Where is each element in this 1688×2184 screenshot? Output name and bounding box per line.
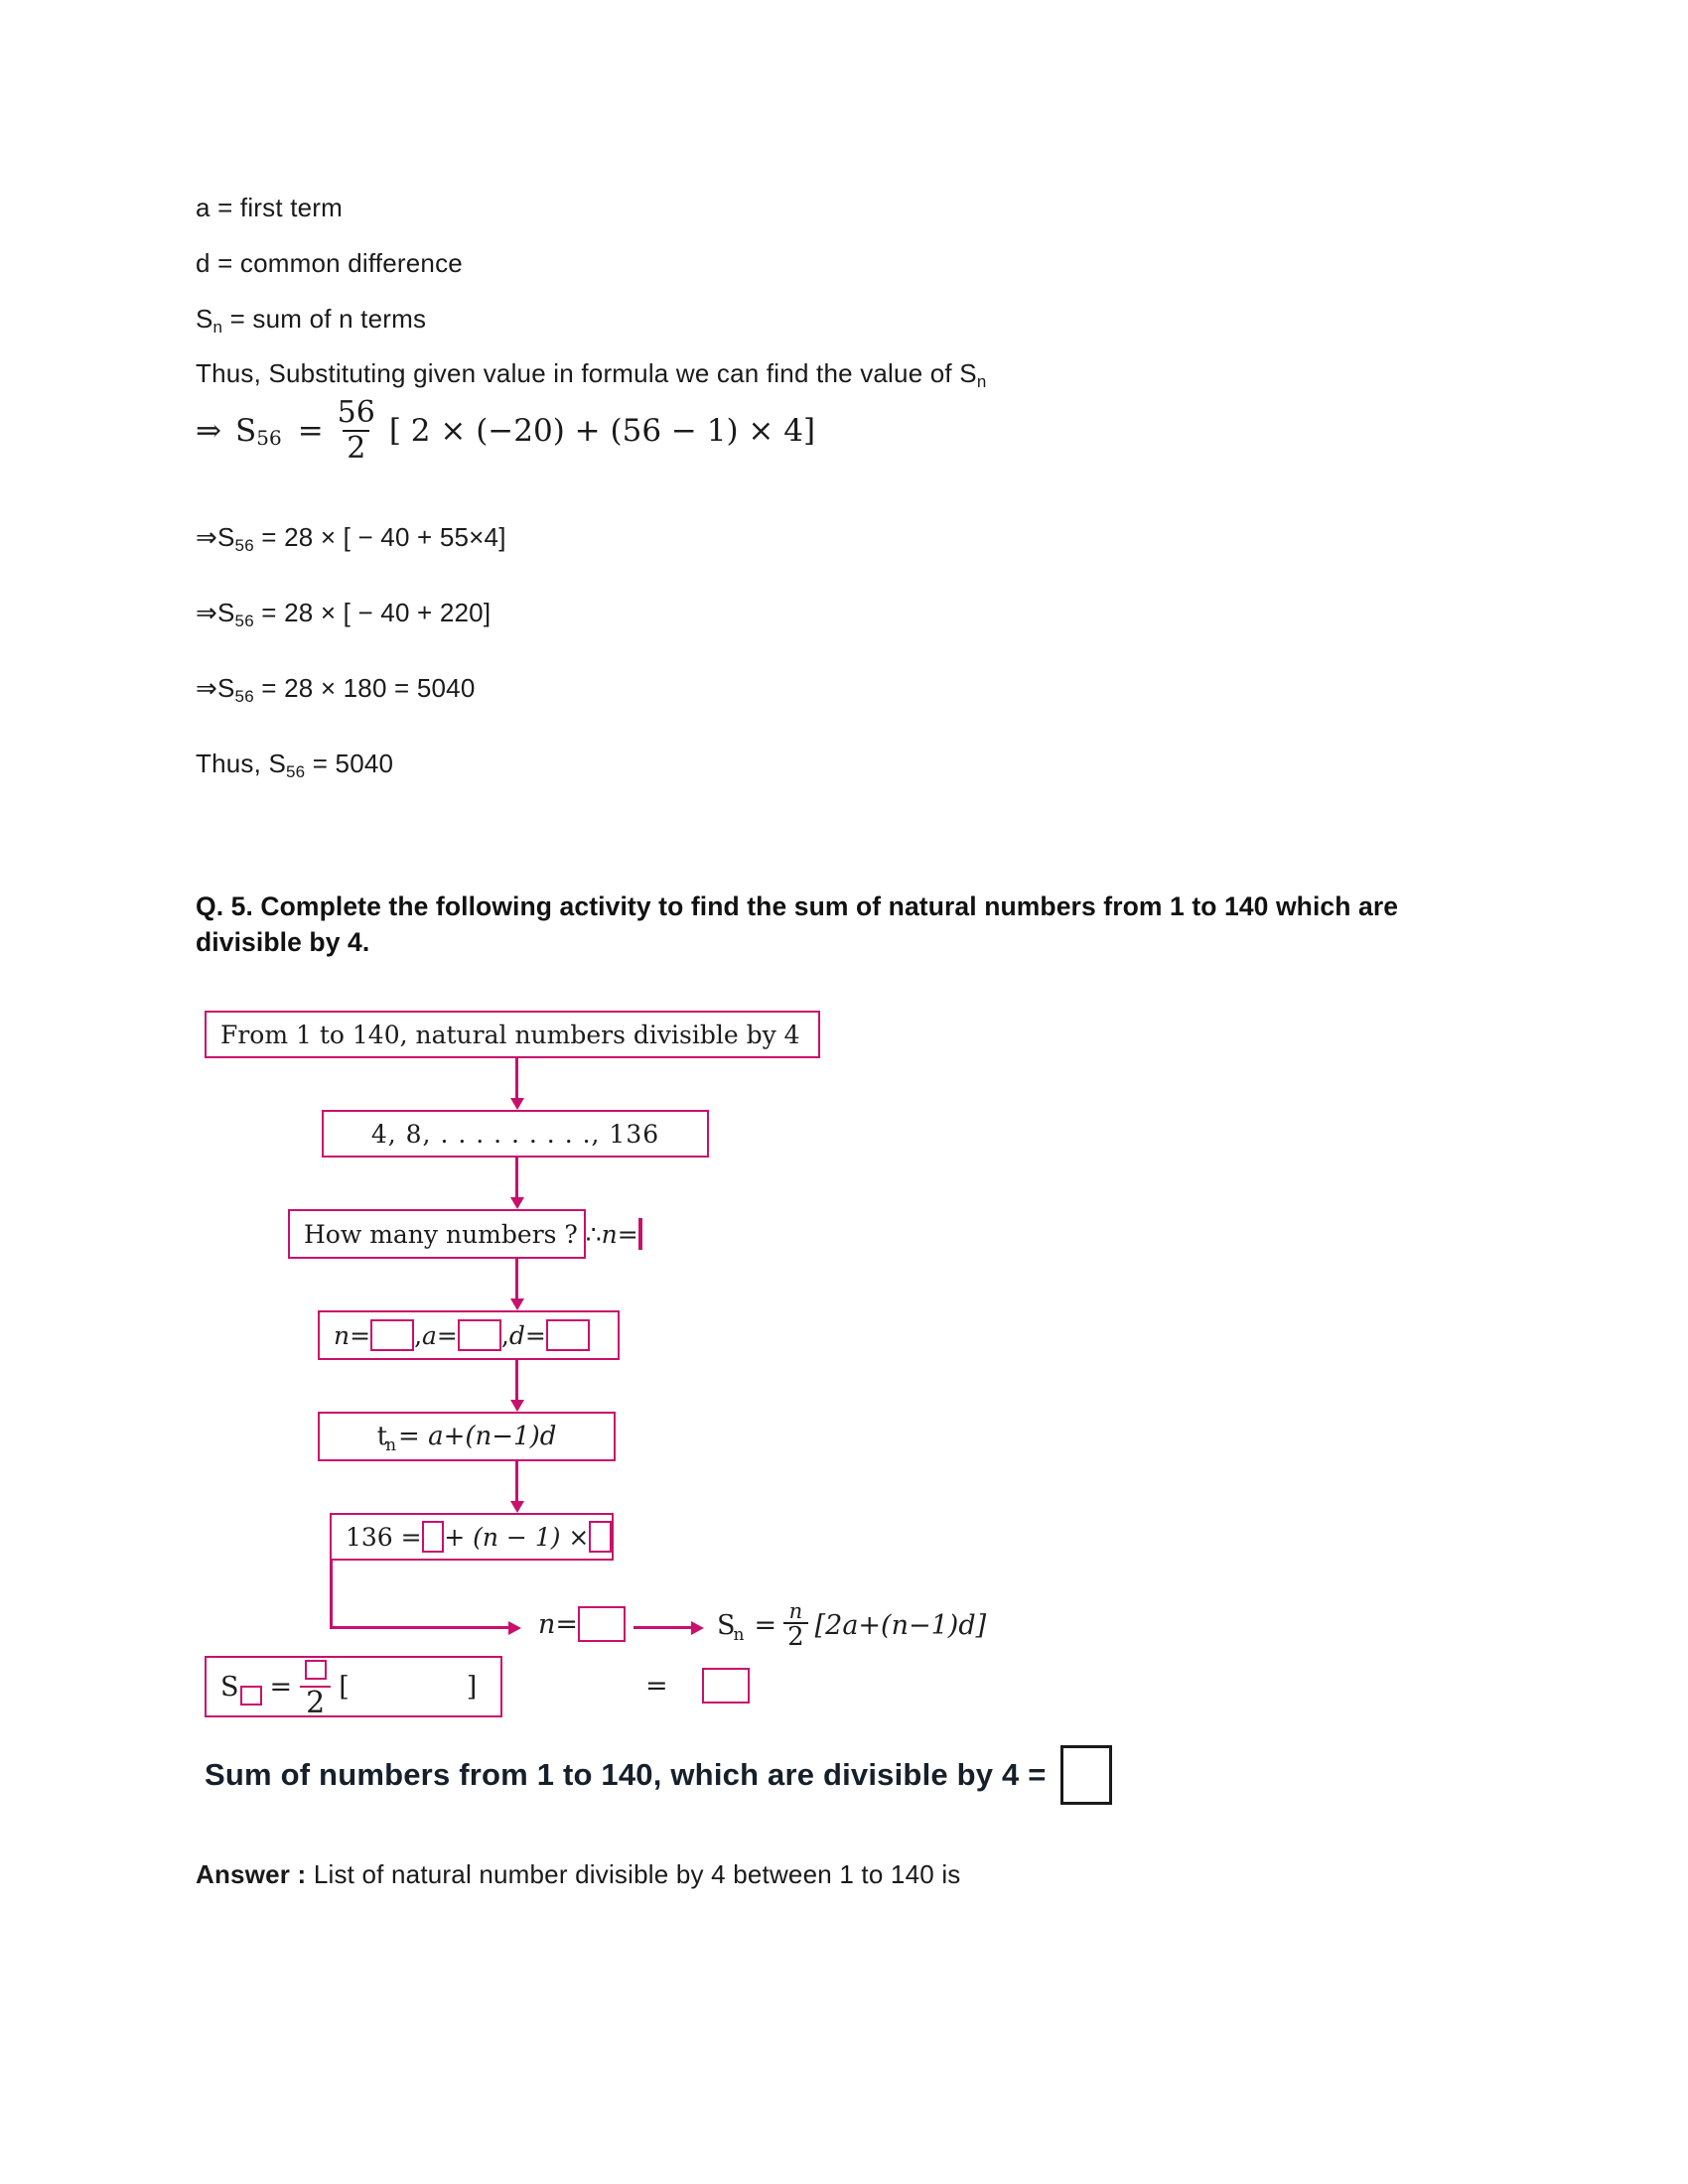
formula-bracket-expression: [ 2 × (−20) + (56 − 1) × 4] — [388, 412, 816, 449]
connector-3 — [515, 1259, 518, 1300]
flow-node-4-eq-2: = — [436, 1320, 458, 1350]
formula-equals: = — [297, 412, 324, 449]
answer-blank-sum-subscript[interactable] — [240, 1686, 262, 1706]
flow-node-from-1-to-140 — [205, 1011, 820, 1058]
flow-node-4-sep-2: , — [500, 1320, 509, 1350]
step-3-lhs: S — [217, 673, 235, 703]
sn-rest: = sum of n terms — [222, 304, 427, 334]
step-4-subscript: 56 — [286, 762, 306, 781]
step-1-rhs: = 28 × [ − 40 + 55×4] — [253, 522, 506, 552]
flow-node-sum-blank-equation — [205, 1656, 502, 1720]
sn-subscript: n — [212, 318, 223, 337]
answer-blank-first-term[interactable] — [422, 1521, 445, 1553]
connector-2 — [515, 1158, 518, 1199]
flow-node-sum-result — [645, 1668, 750, 1704]
flow-node-8-subscript: n — [733, 1624, 745, 1645]
flow-node-3-equals: = — [617, 1219, 638, 1249]
step-line-1 — [196, 521, 506, 557]
connector-4-arrowhead — [510, 1400, 524, 1412]
answer-blank-n-count[interactable] — [638, 1218, 642, 1250]
connector-6-horizontal — [330, 1626, 510, 1629]
display-formula — [196, 397, 815, 464]
flow-node-8-fraction-numerator: n — [788, 1599, 803, 1623]
formula-lhs-subscript: 56 — [256, 425, 282, 450]
connector-1 — [515, 1058, 518, 1100]
flow-node-9-close-bracket: ] — [466, 1671, 478, 1703]
flow-node-9-open-bracket: [ — [339, 1671, 350, 1703]
flow-node-6-lhs: 136 = — [346, 1522, 422, 1552]
flow-node-8-bracket: [2a+(n−1)d] — [814, 1610, 987, 1641]
definition-line-sn — [196, 303, 426, 339]
step-2-rhs: = 28 × [ − 40 + 220] — [253, 598, 492, 627]
connector-5-arrowhead — [510, 1501, 524, 1513]
summary-line-text: Sum of numbers from 1 to 140, which are divisible by 4 = — [205, 1757, 1047, 1792]
flow-node-4-var-d: d — [508, 1320, 525, 1350]
connector-7-horizontal — [633, 1626, 693, 1629]
intro-line — [196, 357, 986, 393]
answer-blank-a-value[interactable] — [458, 1319, 501, 1351]
flow-node-6-mid: + (n − 1) × — [444, 1522, 590, 1552]
step-2-arrow: ⇒ — [196, 598, 217, 627]
flow-node-9-lhs: S — [220, 1671, 239, 1703]
connector-1-arrowhead — [510, 1098, 524, 1110]
implies-arrow: ⇒ — [196, 412, 221, 449]
step-1-lhs: S — [217, 522, 235, 552]
step-3-rhs: = 28 × 180 = 5040 — [253, 673, 476, 703]
flow-node-2-label: 4, 8, . . . . . . . . ., 136 — [370, 1119, 660, 1149]
flow-node-7-equals: = — [555, 1608, 579, 1640]
flow-node-8-lhs: S — [717, 1610, 736, 1641]
step-3-subscript: 56 — [234, 687, 254, 706]
flow-node-7-lhs: n — [538, 1608, 556, 1640]
flow-node-9-fraction-numerator — [302, 1656, 330, 1686]
step-3-arrow: ⇒ — [196, 673, 217, 703]
intro-text: Thus, Substituting given value in formula we can find the value of S — [196, 358, 977, 388]
flow-node-5-subscript: n — [385, 1435, 397, 1455]
flow-node-8-fraction — [783, 1601, 808, 1650]
answer-blank-n-final[interactable] — [578, 1606, 626, 1642]
step-1-subscript: 56 — [234, 536, 254, 555]
flow-node-5-lhs: t — [376, 1422, 388, 1451]
flow-node-5-rhs: = a+(n−1)d — [398, 1422, 557, 1451]
flow-node-n-a-d — [318, 1310, 620, 1360]
flow-node-9-equals: = — [269, 1671, 293, 1703]
flow-node-3-text: How many numbers ? ∴ — [304, 1219, 602, 1249]
flow-node-tn-formula — [318, 1412, 616, 1461]
intro-subscript: n — [976, 372, 987, 391]
formula-fraction — [334, 397, 379, 464]
step-line-4 — [196, 748, 393, 783]
step-2-subscript: 56 — [234, 612, 254, 630]
definition-line-d: d = common difference — [196, 248, 463, 278]
formula-fraction-numerator: 56 — [337, 395, 375, 430]
flow-node-how-many-numbers — [288, 1209, 638, 1259]
flow-node-4-var-a: a — [422, 1320, 437, 1350]
flow-node-4-var-n: n — [334, 1320, 351, 1350]
answer-blank-sum-result[interactable] — [702, 1668, 750, 1704]
flow-node-1-label: From 1 to 140, natural numbers divisible by 4 — [220, 1020, 800, 1049]
answer-blank-common-difference[interactable] — [589, 1521, 612, 1553]
flow-node-4-eq-3: = — [524, 1320, 546, 1350]
formula-fraction-denominator: 2 — [343, 430, 369, 465]
step-line-2 — [196, 597, 491, 632]
flow-node-8-fraction-denominator: 2 — [783, 1622, 808, 1650]
answer-text: List of natural number divisible by 4 between 1 to 140 is — [306, 1859, 961, 1889]
flow-node-9-fraction — [300, 1656, 331, 1718]
flow-node-3-variable: n — [601, 1219, 618, 1249]
answer-blank-d-value[interactable] — [546, 1319, 590, 1351]
flow-node-9-fraction-denominator: 2 — [300, 1686, 331, 1718]
answer-blank-sum-numerator[interactable] — [305, 1660, 327, 1680]
step-2-lhs: S — [217, 598, 235, 627]
flow-node-4-eq-1: = — [350, 1320, 371, 1350]
summary-line — [205, 1745, 1112, 1805]
connector-2-arrowhead — [510, 1197, 524, 1209]
connector-5 — [515, 1461, 518, 1503]
answer-blank-n-value[interactable] — [370, 1319, 414, 1351]
question-heading: Q. 5. Complete the following activity to find the sum of natural numbers from 1 to 140 which are divisible by 4. — [196, 891, 1399, 957]
definition-line-a: a = first term — [196, 193, 343, 222]
flow-node-sn-formula — [717, 1601, 986, 1650]
answer-label: Answer : — [196, 1859, 307, 1889]
flow-node-sequence — [322, 1110, 709, 1158]
activity-flowchart — [0, 1011, 1688, 1725]
flow-node-n-result — [538, 1606, 626, 1642]
connector-7-arrowhead — [691, 1621, 704, 1635]
connector-4 — [515, 1360, 518, 1402]
flow-node-4-sep-1: , — [414, 1320, 423, 1350]
flow-node-136-equation — [330, 1513, 614, 1561]
answer-blank-final-sum[interactable] — [1060, 1745, 1112, 1805]
step-line-3 — [196, 672, 476, 708]
connector-3-arrowhead — [510, 1298, 524, 1310]
connector-6-vertical — [330, 1561, 333, 1628]
flow-node-10-equals: = — [645, 1670, 668, 1702]
step-4-rhs: = 5040 — [305, 749, 394, 778]
flow-node-8-equals: = — [754, 1610, 777, 1641]
step-1-arrow: ⇒ — [196, 522, 217, 552]
connector-6-arrowhead — [508, 1621, 521, 1635]
formula-lhs: S — [234, 412, 257, 449]
sn-symbol: S — [196, 304, 213, 334]
answer-line — [196, 1858, 961, 1890]
step-4-lhs: S — [268, 749, 286, 778]
step-4-prefix: Thus, — [196, 749, 269, 778]
